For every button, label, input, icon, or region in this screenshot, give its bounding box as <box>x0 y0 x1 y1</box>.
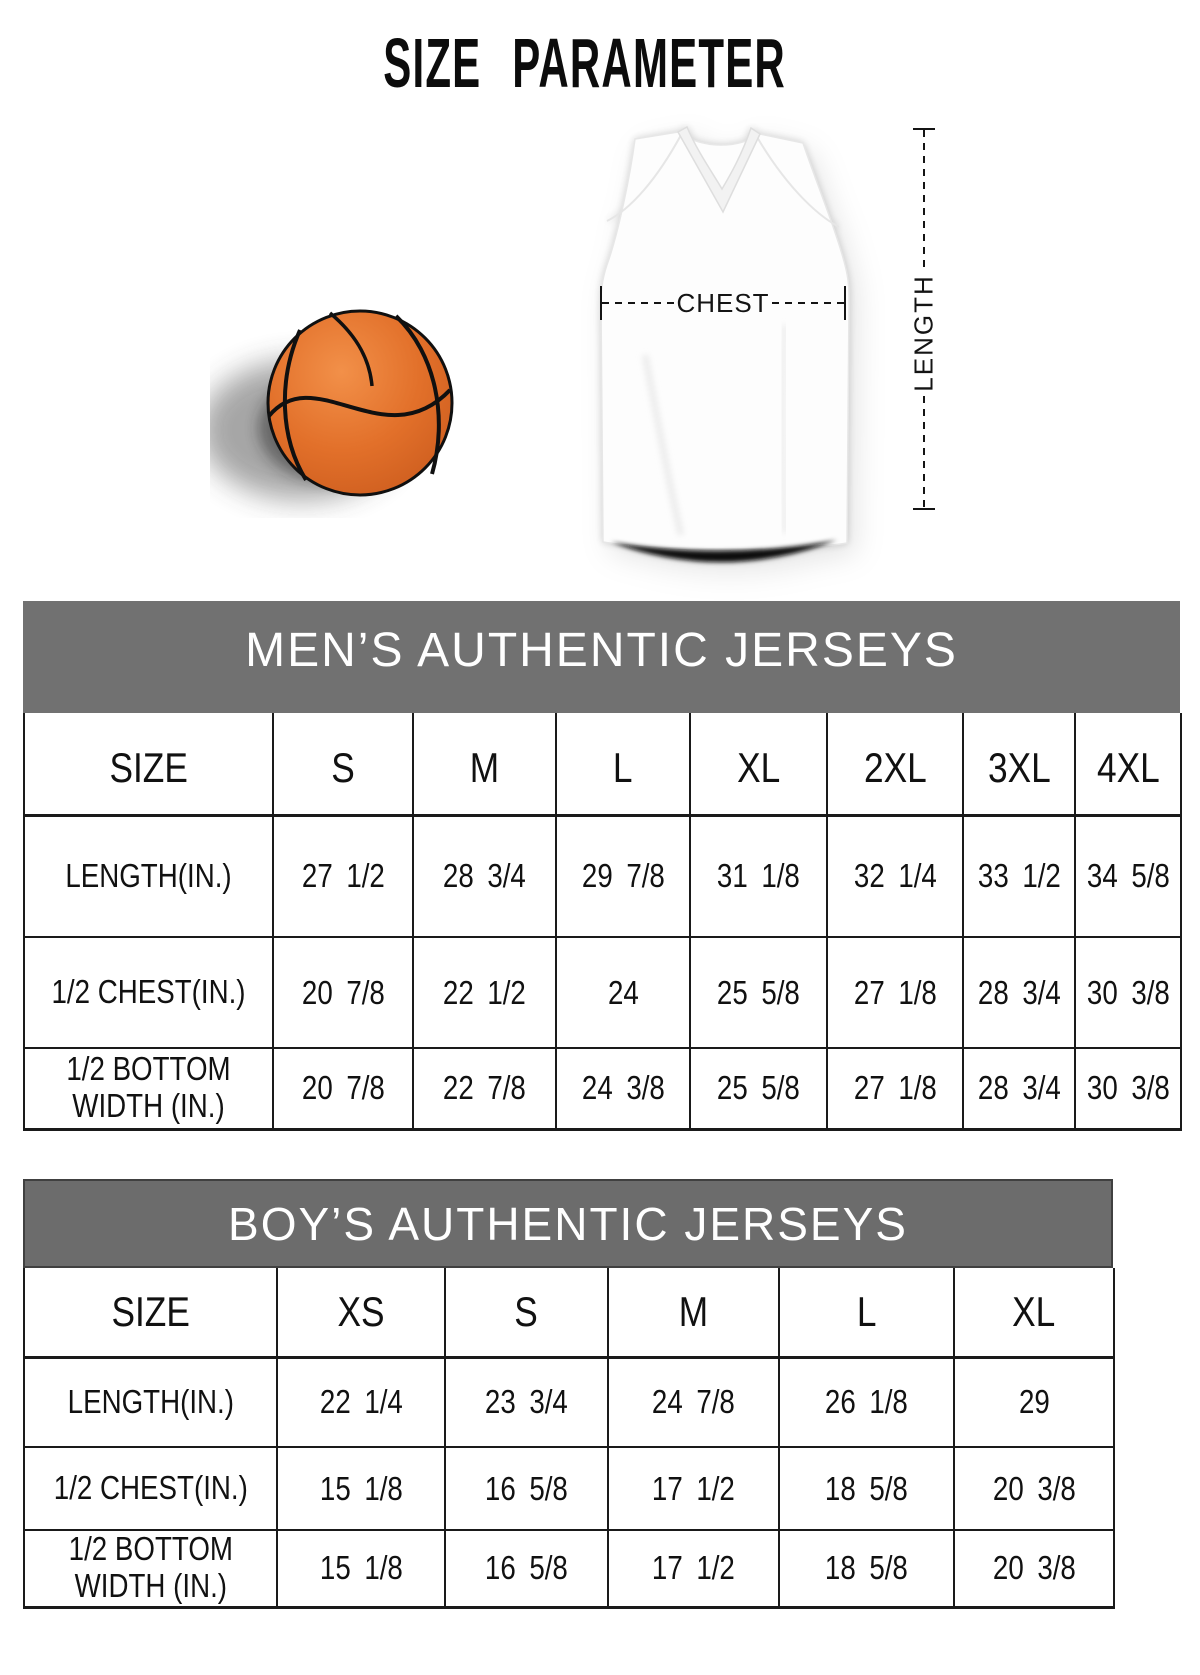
size-value-text: 27 1/2 <box>301 857 385 895</box>
boys-section-title: BOY’S AUTHENTIC JERSEYS <box>228 1197 908 1250</box>
row-label-text: 1/2 BOTTOM WIDTH (IN.) <box>68 1530 233 1605</box>
size-value-cell <box>413 815 556 937</box>
row-label <box>24 1447 277 1530</box>
size-value-cell <box>608 1447 779 1530</box>
size-value-text: 20 7/8 <box>301 973 385 1011</box>
size-value-text: 20 7/8 <box>301 1069 385 1107</box>
column-header-text: SIZE <box>111 1287 190 1335</box>
size-value-cell <box>827 937 963 1048</box>
row-label <box>24 1530 277 1607</box>
size-value-cell <box>954 1530 1114 1607</box>
size-value-cell <box>445 1357 608 1447</box>
size-value-cell <box>963 1048 1075 1129</box>
size-value-text: 24 7/8 <box>652 1383 735 1421</box>
size-value-cell <box>608 1357 779 1447</box>
size-value-text: 16 5/8 <box>485 1469 568 1507</box>
column-header-2xl <box>827 713 963 815</box>
column-header-text: XL <box>736 744 781 792</box>
size-value-cell <box>963 815 1075 937</box>
row-label-text: 1/2 CHEST(IN.) <box>53 1469 248 1507</box>
size-value-text: 20 3/8 <box>992 1549 1076 1587</box>
size-value-text: 15 1/8 <box>319 1469 403 1507</box>
jersey-graphic <box>545 115 905 570</box>
column-header-l <box>556 713 690 815</box>
size-value-cell <box>690 815 827 937</box>
column-header-text: S <box>331 744 355 792</box>
size-value-text: 34 5/8 <box>1086 857 1170 895</box>
size-value-cell <box>277 1357 445 1447</box>
length-dash-top <box>923 130 925 270</box>
size-value-text: 18 5/8 <box>825 1469 908 1507</box>
column-header-text: L <box>856 1287 877 1335</box>
row-label <box>24 815 273 937</box>
size-value-cell <box>556 1048 690 1129</box>
chest-label: CHEST <box>676 287 770 318</box>
size-value-cell <box>273 1048 413 1129</box>
chest-right-tick <box>844 286 846 320</box>
size-value-cell <box>963 937 1075 1048</box>
size-value-text: 28 3/4 <box>443 857 526 895</box>
length-label <box>904 270 944 396</box>
mens-section-header <box>23 601 1180 713</box>
row-label-text: 1/2 BOTTOM WIDTH (IN.) <box>66 1050 231 1125</box>
row-label-text: 1/2 CHEST(IN.) <box>51 973 246 1011</box>
size-value-text: 29 <box>1018 1383 1050 1421</box>
size-value-cell <box>277 1447 445 1530</box>
column-header-text: M <box>678 1287 709 1335</box>
column-header-xl <box>690 713 827 815</box>
size-value-cell <box>556 937 690 1048</box>
size-value-cell <box>1075 937 1181 1048</box>
size-value-text: 22 1/4 <box>319 1383 403 1421</box>
size-value-text: 26 1/8 <box>825 1383 908 1421</box>
size-value-text: 22 1/2 <box>443 973 526 1011</box>
size-value-text: 32 1/4 <box>853 857 937 895</box>
chest-dash-left <box>602 302 674 304</box>
column-header-size <box>24 1268 277 1357</box>
size-value-text: 16 5/8 <box>485 1549 568 1587</box>
size-value-text: 24 <box>607 973 639 1011</box>
boys-size-table <box>23 1268 1115 1609</box>
size-value-text: 23 3/4 <box>485 1383 568 1421</box>
column-header-text: 4XL <box>1096 744 1160 792</box>
size-value-text: 28 3/4 <box>977 1069 1061 1107</box>
column-header-s <box>445 1268 608 1357</box>
size-value-text: 20 3/8 <box>992 1469 1076 1507</box>
column-header-size <box>24 713 273 815</box>
column-header-3xl <box>963 713 1075 815</box>
size-value-cell <box>273 815 413 937</box>
column-header-text: S <box>514 1287 539 1335</box>
size-value-cell <box>779 1357 954 1447</box>
size-value-text: 27 1/8 <box>853 1069 937 1107</box>
size-value-text: 17 1/2 <box>652 1469 735 1507</box>
row-label <box>24 937 273 1048</box>
size-value-cell <box>1075 815 1181 937</box>
column-header-4xl <box>1075 713 1181 815</box>
column-header-text: 2XL <box>863 744 927 792</box>
size-value-cell <box>556 815 690 937</box>
column-header-text: M <box>469 744 500 792</box>
boys-section-header <box>23 1179 1113 1268</box>
size-value-cell <box>690 937 827 1048</box>
size-value-text: 31 1/8 <box>717 857 800 895</box>
column-header-text: 3XL <box>987 744 1051 792</box>
column-header-text: SIZE <box>109 744 188 792</box>
length-label-text: LENGTH <box>908 274 939 392</box>
size-value-text: 25 5/8 <box>717 1069 800 1107</box>
column-header-text: L <box>613 744 633 792</box>
column-header-text: XS <box>337 1287 385 1335</box>
size-value-cell <box>445 1530 608 1607</box>
row-label <box>24 1048 273 1129</box>
column-header-s <box>273 713 413 815</box>
size-value-text: 22 7/8 <box>443 1069 526 1107</box>
size-value-text: 29 7/8 <box>581 857 665 895</box>
row-label <box>24 1357 277 1447</box>
size-value-text: 33 1/2 <box>977 857 1061 895</box>
size-value-text: 18 5/8 <box>825 1549 908 1587</box>
length-measure-line <box>904 128 944 510</box>
length-bottom-tick <box>913 508 935 510</box>
mens-size-table <box>23 713 1182 1131</box>
column-header-xl <box>954 1268 1114 1357</box>
size-value-cell <box>1075 1048 1181 1129</box>
column-header-m <box>413 713 556 815</box>
size-value-cell <box>954 1357 1114 1447</box>
column-header-text: XL <box>1012 1287 1056 1335</box>
size-value-cell <box>273 937 413 1048</box>
size-value-cell <box>445 1447 608 1530</box>
row-label-text: LENGTH(IN.) <box>67 1382 234 1420</box>
page-title <box>0 24 1170 102</box>
size-value-cell <box>827 815 963 937</box>
size-value-cell <box>690 1048 827 1129</box>
size-value-cell <box>413 937 556 1048</box>
column-header-xs <box>277 1268 445 1357</box>
size-value-cell <box>608 1530 779 1607</box>
size-value-text: 15 1/8 <box>319 1549 403 1587</box>
chest-dash-right <box>772 302 844 304</box>
size-value-text: 27 1/8 <box>853 973 937 1011</box>
row-label-text: LENGTH(IN.) <box>65 856 232 894</box>
size-value-cell <box>277 1530 445 1607</box>
size-value-text: 24 3/8 <box>581 1069 665 1107</box>
length-dash-bottom <box>923 396 925 508</box>
basketball-icon <box>210 268 480 518</box>
mens-section-title: MEN’S AUTHENTIC JERSEYS <box>245 623 958 677</box>
size-value-text: 28 3/4 <box>977 973 1061 1011</box>
size-value-text: 30 3/8 <box>1086 973 1170 1011</box>
page-title-text: SIZE PARAMETER <box>383 24 787 102</box>
size-value-text: 30 3/8 <box>1086 1069 1170 1107</box>
chest-measure-line <box>600 286 846 320</box>
size-value-text: 17 1/2 <box>652 1549 735 1587</box>
size-value-cell <box>779 1447 954 1530</box>
column-header-l <box>779 1268 954 1357</box>
size-value-cell <box>827 1048 963 1129</box>
size-value-cell <box>954 1447 1114 1530</box>
column-header-m <box>608 1268 779 1357</box>
size-value-text: 25 5/8 <box>717 973 800 1011</box>
size-value-cell <box>779 1530 954 1607</box>
size-value-cell <box>413 1048 556 1129</box>
